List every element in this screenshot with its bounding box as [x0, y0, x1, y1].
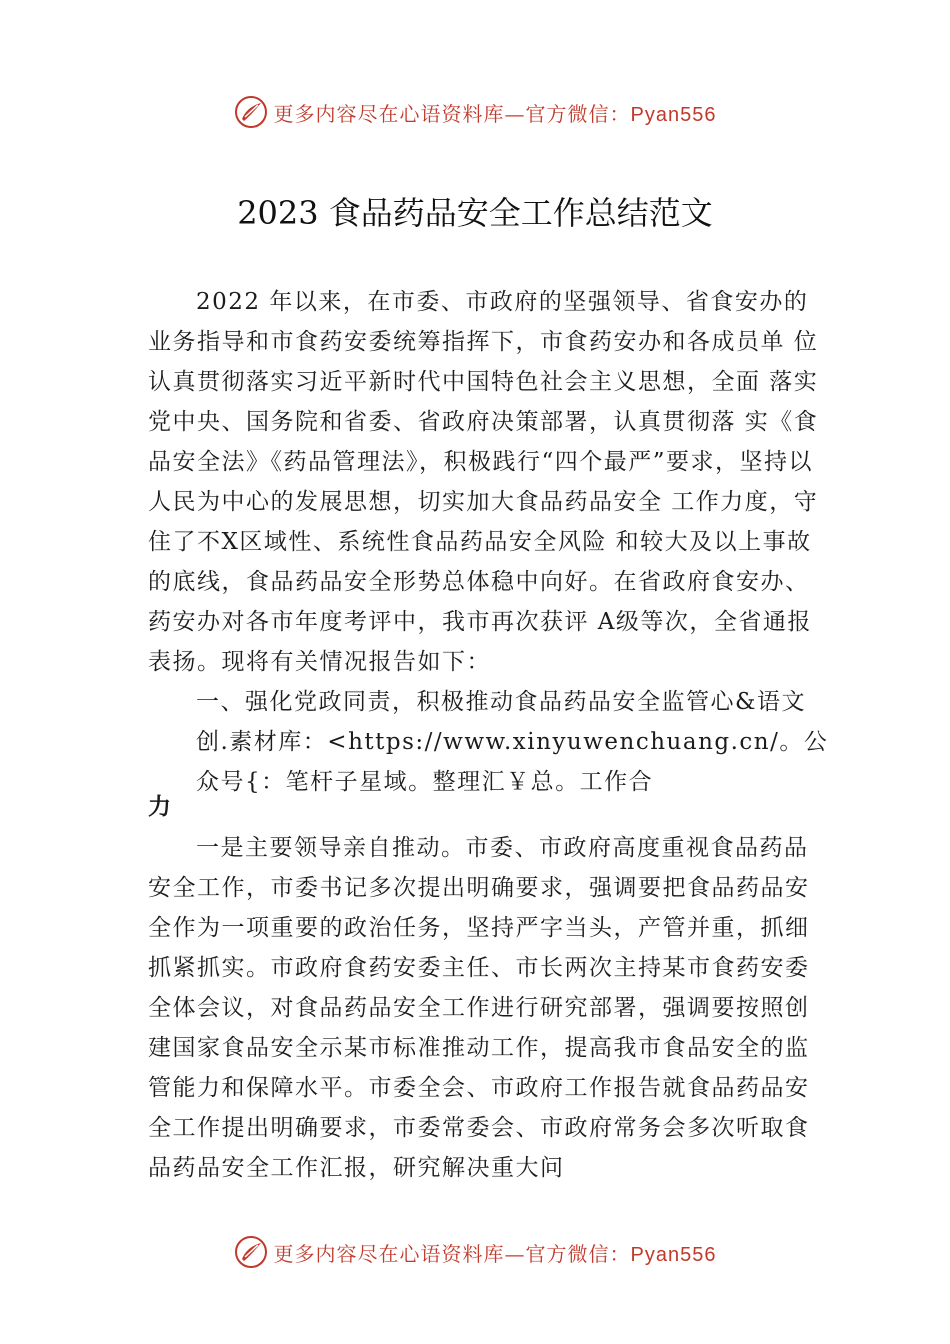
- banner-text: 更多内容尽在心语资料库—官方微信：Pyan556: [273, 1241, 717, 1266]
- header-banner: [0, 92, 950, 132]
- paragraph-intro: 2022 年以来，在市委、市政府的坚强领导、省食安办的业务指导和市食药安委统筹指挥下，市食药安办和各成员单 位认真贯彻落实习近平新时代中国特色社会主义思想，全面 落实党中央、国务院和省委、省政府决策部署，认真贯彻落 实《食品安全法》《药品管理法》，积极践行“四个最严”要求，坚持以人民为中心的发展思想，切实加大食品药品安全 工作力度，守住了不X区域性、系统性食品药品安全风险 和较大及以上事故的底线，食品药品安全形势总体稳中向好。在省政府食安办、药安办对各市年度考评中，我市再次获评 A级等次，全省通报表扬。现将有关情况报告如下：: [148, 289, 819, 675]
- footer-banner: [0, 1232, 950, 1272]
- document-title: 2023 食品药品安全工作总结范文: [237, 194, 713, 232]
- section-heading-1-tail: 力: [148, 794, 171, 820]
- banner-text: 更多内容尽在心语资料库—官方微信：Pyan556: [273, 101, 717, 126]
- brand-logo-icon: [234, 95, 268, 129]
- paragraph-leadership: 一是主要领导亲自推动。市委、市政府高度重视食品药品安全工作，市委书记多次提出明确要求，强调要把食品药品安全作为一项重要的政治任务，坚持严字当头，产管并重，抓细抓紧抓实。市政府食药安委主任、市长两次主持某市食药安委全体会议，对食品药品安全工作进行研究部署，强调要按照创建国家食品安全示某市标准推动工作，提高我市食品安全的监管能力和保障水平。市委全会、市政府工作报告就食品药品安全工作提出明确要求，市委常委会、市政府常务会多次听取食品药品安全工作汇报，研究解决重大问: [148, 835, 810, 1181]
- section-heading-1: 一、强化党政同责，积极推动食品药品安全监管心&语文创.素材库：<https://www.xinyuwenchuang.cn/。公众号{：笔杆子星域。整理汇￥总。工作合: [196, 689, 829, 795]
- brand-logo-icon: [234, 1235, 268, 1269]
